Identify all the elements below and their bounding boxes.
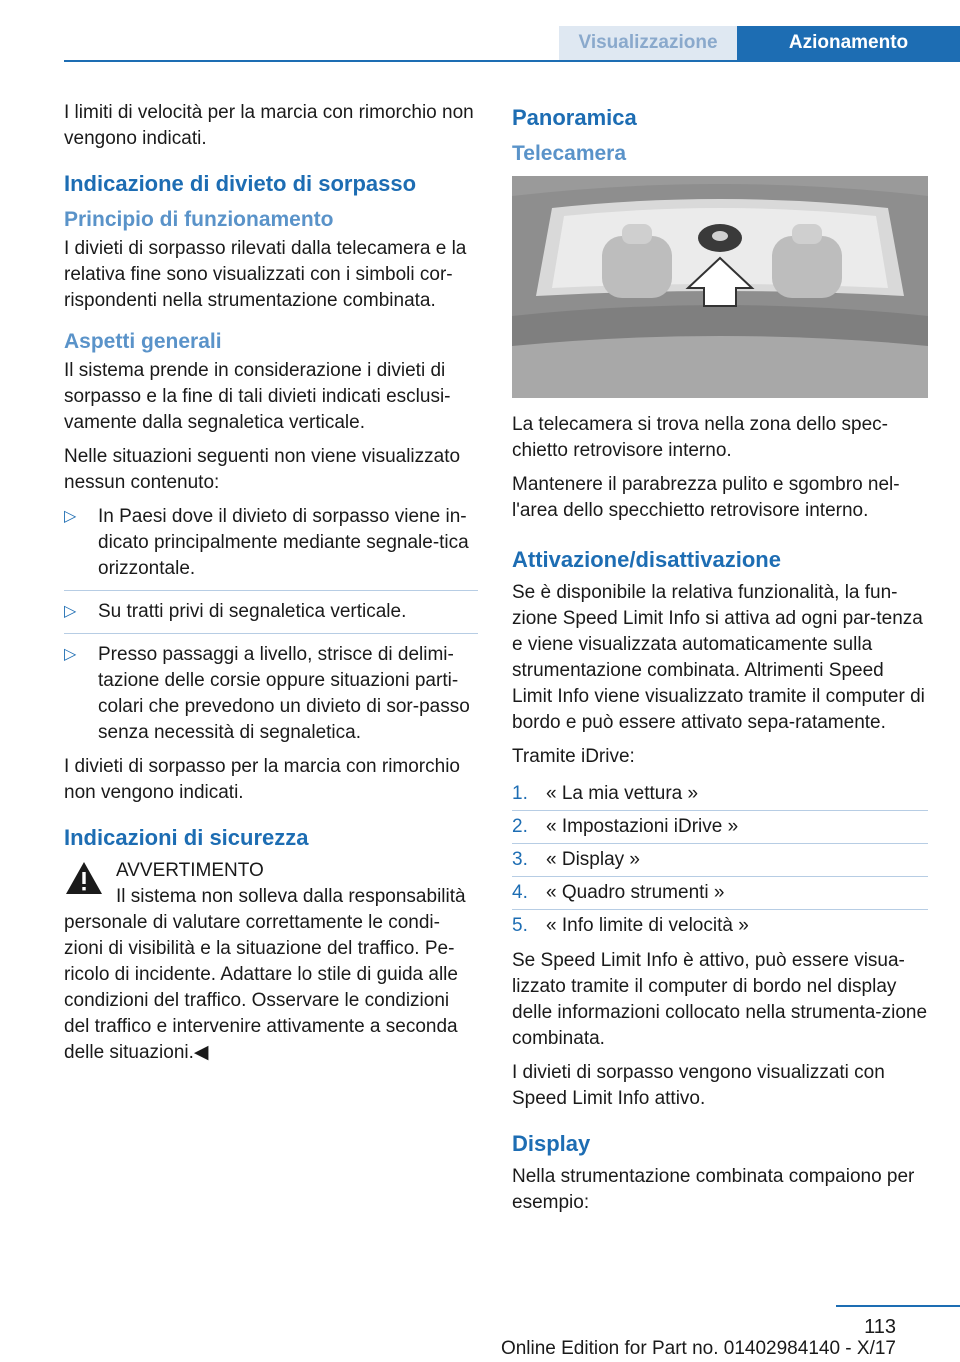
heading-activation: Attivazione/disattivazione [512,547,781,572]
tab-azionamento[interactable]: Azionamento [737,26,960,62]
intro-paragraph: I limiti di velocità per la marcia con rimorchio non vengono indicati. [64,102,474,149]
heading-overtaking: Indicazione di divieto di sorpasso [64,171,417,196]
right-column [512,100,928,1224]
warning-text: Il sistema non solleva dalla responsabilità personale di valutare correttamente le condi-zioni di visibilità e la situazione del traffico. Pe-ricolo di incidente. Adattare lo stile di guida alle condizioni del traffico. Osservare le condizioni del traffico e intervenire attivamente a seconda delle situazioni.◀ [64,886,466,1063]
warning-icon [64,860,104,896]
general-paragraph-2: Nelle situazioni seguenti non viene visualizzato nessun contenuto: [64,446,461,493]
left-column [64,100,478,1074]
list-item: 4. « Quadro strumenti » [512,877,928,910]
camera-paragraph-1: La telecamera si trova nella zona dello spec-chietto retrovisore interno. [512,414,888,461]
edition-note: Online Edition for Part no. 01402984140 - X/17 [500,1338,896,1359]
shown-paragraph: I divieti di sorpasso vengono visualizzati con Speed Limit Info attivo. [512,1062,885,1109]
heading-overview: Panoramica [512,105,637,130]
general-paragraph-1: Il sistema prende in considerazione i divieti di sorpasso e la fine di tali divieti indicati esclusi-vamente dalla segnaletica verticale. [64,360,451,433]
trailer-paragraph: I divieti di sorpasso per la marcia con rimorchio non vengono indicati. [64,756,460,803]
principle-paragraph: I divieti di sorpasso rilevati dalla telecamera e la relativa fine sono visualizzati con i simboli cor-rispondenti nella strumentazione combinata. [64,238,467,311]
list-item: 1. « La mia vettura » [512,778,928,811]
heading-safety: Indicazioni di sicurezza [64,825,309,850]
list-item: 5. « Info limite di velocità » [512,915,749,936]
list-item: 2. « Impostazioni iDrive » [512,811,928,844]
list-item: 3. « Display » [512,844,928,877]
header-rule [64,60,960,62]
heading-display: Display [512,1131,591,1156]
active-paragraph: Se Speed Limit Info è attivo, può essere visua-lizzato tramite il computer di bordo nel display delle informazioni collocato nella strumenta-zione combinata. [512,950,928,1049]
list-item: ▷ In Paesi dove il divieto di sorpasso viene in-dicato principalmente mediante segnale-tica orizzontale. [64,504,478,591]
tab-visualizzazione[interactable]: Visualizzazione [559,26,737,60]
warning-title: AVVERTIMENTO [116,860,264,881]
idrive-paragraph: Tramite iDrive: [512,746,635,767]
display-paragraph: Nella strumentazione combinata compaiono per esempio: [512,1166,915,1213]
footer-rule [836,1305,960,1307]
idrive-steps [512,778,928,942]
heading-general: Aspetti generali [64,330,222,353]
triangle-bullet-icon: ▷ [64,646,77,663]
situations-list [64,504,478,746]
list-item: ▷ Su tratti privi di segnaletica verticale. [64,599,478,634]
heading-camera: Telecamera [512,142,627,165]
warning-block [64,858,478,1066]
camera-location-image [512,176,928,398]
activation-paragraph: Se è disponibile la relativa funzionalità, la fun-zione Speed Limit Info si attiva ad ogni par-tenza e viene visualizzata automaticamente sulla strumentazione combinata. Altrimenti Speed Limit Info viene visualizzato tramite il computer di bordo e può essere attivato sepa-ratamente. [512,582,925,733]
list-item: ▷ Presso passaggi a livello, strisce di delimi-tazione delle corsie oppure situazioni parti-colari che prevedono un divieto di sor-passo senza necessità di segnaletica. [64,644,470,743]
triangle-bullet-icon: ▷ [64,508,77,525]
triangle-bullet-icon: ▷ [64,603,77,620]
page-number: 113 [864,1316,896,1338]
heading-principle: Principio di funzionamento [64,208,334,231]
camera-paragraph-2: Mantenere il parabrezza pulito e sgombro nel-l'area dello specchietto retrovisore interno. [512,474,900,521]
